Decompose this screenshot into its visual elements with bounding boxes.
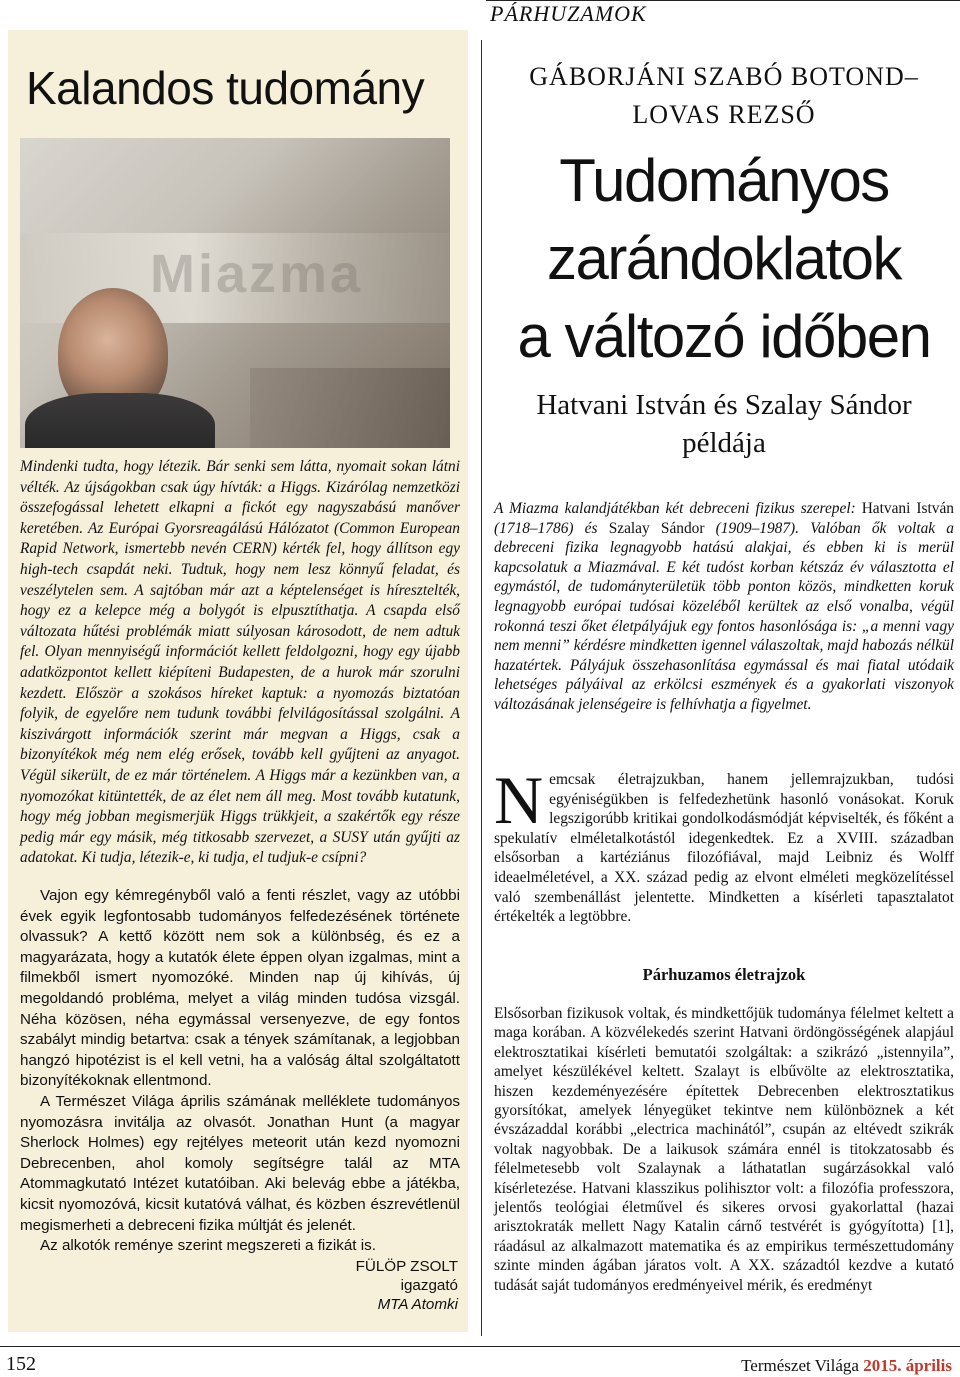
- sidebar-body: [20, 886, 460, 1257]
- magazine-footer: [741, 1355, 952, 1377]
- section-heading: Párhuzamos életrajzok: [642, 965, 806, 984]
- signature-name: FÜLÖP ZSOLT: [355, 1258, 458, 1275]
- article-body: [494, 1004, 954, 1295]
- title-line: a változó időben: [517, 303, 931, 370]
- sidebar-title: Kalandos tudomány: [26, 62, 425, 114]
- title-line: zarándoklatok: [546, 225, 902, 292]
- page-number: 152: [6, 1353, 36, 1375]
- signature-org: MTA Atomki: [377, 1296, 458, 1313]
- abstract-text: (1718–1786) és: [494, 519, 609, 537]
- sidebar-italic-story: Mindenki tudta, hogy létezik. Bár senki sem látta, nyomait sokan látni vélték. Az újságokban csak úgy hívták: a Higgs. Kizárólag nemzetközi összefogással lehetett elkapni a fickót egy nagyszabású manőver keretében. Az Európai Gyorsreagálású Hálózatot (Common European Rapid Network, ismertebb nevén CERN) kérték fel, hogy állítson egy high-tech csapdát neki. Tudtuk, hogy nem lesz könnyű feladat, és veszélytelen sem. A sajtóban már azt a képtelenséget is híresztelték, hogy ez a kelepce még a bolygót is elpusztíthatja. A csapda első változata hűtési problémák miatt súlyosan károsodott, de nem adtuk fel. Olyan mennyiségű információt kellett feldolgozni, hogy egy újabb adatközpontot kellett kiépíteni Budapesten, de a hurok már szorulni kezdett. Először a szokásos híreket kaptuk: a nyomozás biztatóan folyik, de egyelőre nem tudunk további felvilágosítással szolgálni. A kiszivárgott információk szerint már megvan a Higgs, csak a bizonyítékok még nem elég erősek, tovább kell gyűjteni az anyagot. Végül sikerült, de ez már történelem. A Higgs már a kezünkben van, a nyomozókat kitüntették, de az élet nem áll meg. Most tovább kutatunk, hogy még jobban megismerjük Higgs trükkjeit, a szakértők egy része pedig már egy másik, még titkosabb szervezet, a SUSY után gyűjti az adatokat. Ki tudja, létezik-e, ki tudja, el tudjuk-e csípni?: [20, 458, 460, 867]
- photo-background-figure: [250, 368, 450, 448]
- authors-line: GÁBORJÁNI SZABÓ BOTOND–: [529, 62, 919, 91]
- footer-rule: [0, 1346, 960, 1347]
- abstract-name: Hatvani István: [861, 500, 954, 517]
- authors-line: LOVAS REZSŐ: [632, 100, 816, 129]
- abstract-text: (1909–1987). Valóban ők voltak a debreceni fizika legnagyobb hatású alakjai, és ebben ki is merül kapcsolatuk a Miazmával. E két tudóst korban kétszáz év választotta el egymástól, de tudományterületük több ponton közös, mindketten koruk legnagyobb európai tudósai közeléből kerültek az első vonalba, végül rokonná teszi őket életpályájuk egy fontos hasonlósága is: „a menni vagy nem menni” kérdésre mindketten igennel válaszoltak, majd habozás nélkül hazatértek. Pályájuk összehasonlítása egymással és mai fiatal utódaik lehetséges pályáival az erkölcsi eszmények és a gyakorlati viszonyok változásának jelenségeire is felhívhatja a figyelmet.: [494, 519, 954, 713]
- sidebar-photo: [20, 138, 450, 448]
- signature-role: igazgató: [400, 1277, 458, 1294]
- abstract-text: A Miazma kalandjátékban két debreceni fizikus szerepel:: [494, 500, 862, 517]
- issue-date: 2015. április: [863, 1356, 952, 1375]
- abstract-name: Szalay Sándor: [608, 519, 705, 537]
- section-header: [486, 0, 960, 27]
- article-subtitle: [490, 386, 958, 462]
- sidebar-paragraph: A Természet Világa április számának melléklete tudományos nyomozásra invitálja az olvasót. Jonathan Hunt (a magyar Sherlock Holmes) egy rejtélyes meteorit után kezd nyomozni Debrecenben, ahol komoly segítségre talál az MTA Atommagkutató Intézet kutatóiban. Aki belevág ebbe a játékba, kicsit nyomozóvá, kicsit kutatóvá válhat, és közben észrevétlenül megismerheti a debreceni fizika múltját és jelenét.: [20, 1092, 460, 1234]
- article-intro: [494, 762, 954, 927]
- photo-person-body: [25, 393, 215, 448]
- body-paragraph: Elsősorban fizikusok voltak, és mindkettőjük tudománya félelmet keltett a maga korában. A közvélekedés szerint Hatvani ördöngösségének alapjául elektrosztatikai kísérleti bemutatói szolgáltak: a szikrázó „istennyila”, amelyet készülékével keltett. Szalayt is elbűvölte az elektrosztatika, hiszen kezdeményezésére építettek Debrecenben elektrosztatikus gyorsítókat, amelyek lényegüket tekintve nem különböznek a két évszázaddal korábbi „electrica machinától”, csupán az eltévedt szikrák voltak nagyobbak. De a laikusok számára ennél is titokzatosabb és félelmetesebb volt Szalaynak a láthatatlan sugárzásokkal való kísérletezése. Hatvani klasszikus polihisztor volt: a filozófia professzora, jelentős teológiai életművel és sikeres orvosi gyakorlattal (hazai arisztokraták mellett Nagy Katalin cárnő testvérét is gyógyította) [1], ráadásul az alkalmazott matematika és az empirikus természettudomány szinte minden ágában járatos volt. A XX. századtól kezdve a kutató tudását saját tudományos eredményeivel mérik, és eredményt: [494, 1005, 954, 1294]
- subtitle-line: Hatvani István és Szalay Sándor: [536, 389, 912, 421]
- intro-paragraph: emcsak életrajzukban, hanem jellemrajzukban, tudósi egyéniségükben is felfedezhetünk hasonló vonásokat. Koruk legszigorúbb kritikai gondolkodásmódját képviselték, és főként a spekulatív elméletalkotástól idegenkedtek. Ez a XVIII. században elsősorban a kartéziánus filozófiával, majd Leibniz és Wolff ideaelméletével, a XX. század pedig az elvont elméleti megközelítéssel való szembenállást jelentette. Mindketten a kísérleti tapasztalatot értékelték a legtöbbre.: [494, 771, 954, 926]
- signature: [300, 1257, 458, 1314]
- drop-cap: N: [494, 762, 544, 838]
- magazine-name: Természet Világa: [741, 1356, 864, 1375]
- photo-background-lettering: Miazma: [150, 244, 364, 304]
- section-label: PÁRHUZAMOK: [490, 1, 647, 26]
- sidebar-paragraph: Vajon egy kémregényből való a fenti részlet, vagy az utóbbi évek egyik legfontosabb tudományos felfedezésének története olvassuk? A kettő között nem sok a különbség, és ez a magyarázata, hogy a kutatók élete éppen olyan izgalmas, mint a filmekből ismert nyomozóké. Minden nap új kihívás, új megoldandó probléma, melyet a világ minden tudósa vizsgál. Néha közösen, néha egymással versenyezve, de egy fontos szabályt mindig betartva: csak a tények számítanak, a legjobban hangzó hipotézist is el kell vetni, ha a valóság által szolgáltatott bizonyítékoknak ellentmond.: [20, 887, 460, 1090]
- column-divider: [481, 40, 482, 1336]
- subtitle-line: példája: [682, 427, 766, 459]
- sidebar-paragraph: Az alkotók reménye szerint megszereti a fizikát is.: [40, 1237, 376, 1255]
- article-title: [490, 142, 958, 376]
- title-line: Tudományos: [559, 147, 889, 214]
- article-authors: [490, 58, 958, 134]
- article-abstract: [494, 499, 954, 715]
